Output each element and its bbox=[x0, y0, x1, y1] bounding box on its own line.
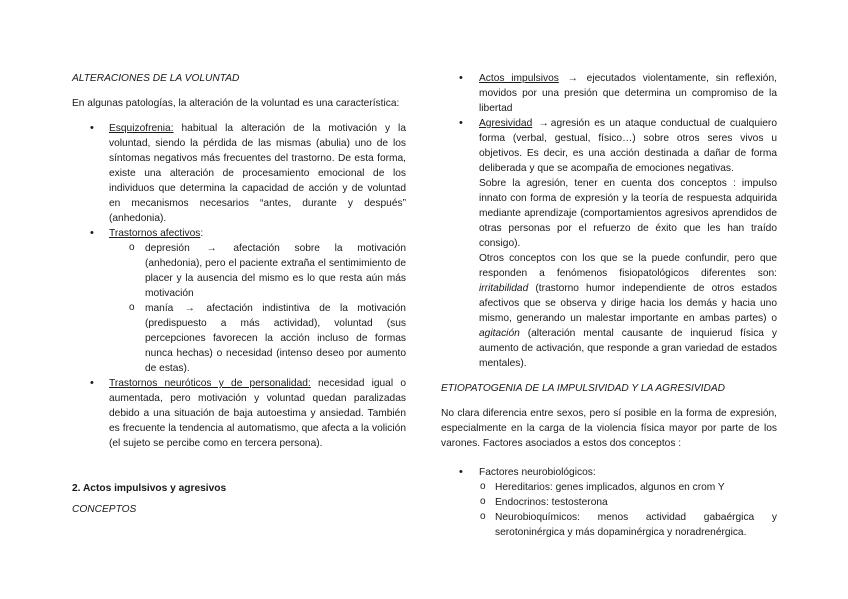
left-column bbox=[72, 71, 406, 517]
arrow-icon: → bbox=[184, 303, 195, 314]
item-text: afectación sobre la motivación (anhedonia), pero el paciente extraña el sentimimiento de placer y la ausencia del mismo es lo que resta aún más motivación bbox=[145, 243, 406, 299]
section-heading: ETIOPATOGENIA DE LA IMPULSIVIDAD Y LA AGRESIVIDAD bbox=[441, 383, 726, 394]
item-text: afectación indistintiva de la motivación (predispuesto a más actividad), voluntad (sus percepciones favorecen la acción incluso de formas nunca hechas) o necesidad (intenso deseo por aumento de estas). bbox=[145, 303, 406, 374]
intro-paragraph: En algunas patologías, la alteración de la voluntad es una característica: bbox=[72, 98, 400, 109]
term: Agresividad bbox=[479, 118, 533, 129]
sub-list-item bbox=[109, 241, 406, 301]
pathology-list bbox=[72, 121, 406, 451]
term: manía bbox=[145, 303, 174, 314]
list-item bbox=[72, 121, 406, 226]
right-column bbox=[443, 71, 777, 540]
item-text: (trastorno humor independiente de otros estados afectivos que se observa y dirige hacia los demás y hacia uno mismo, generando un malestar importante en ambas partes) o bbox=[479, 283, 777, 324]
item-text: Otros conceptos con los que se la puede confundir, pero que responden a fenómenos fisiopatológicos diferentes son: bbox=[479, 253, 777, 279]
term: depresión bbox=[145, 243, 190, 254]
term: Actos impulsivos bbox=[479, 73, 559, 84]
paragraph: No clara diferencia entre sexos, pero sí posible en la forma de expresión, especialmente en la carga de la violencia física mayor por parte de los varones. Factores asociados a estos dos conceptos : bbox=[441, 408, 777, 449]
item-paragraph bbox=[479, 251, 777, 371]
arrow-icon: → bbox=[538, 118, 549, 129]
sub-list-item bbox=[109, 301, 406, 376]
list-item bbox=[72, 376, 406, 451]
factors-list bbox=[443, 465, 777, 540]
arrow-icon: → bbox=[206, 243, 217, 254]
term: Trastornos neuróticos y de personalidad: bbox=[109, 378, 311, 389]
term: agitación bbox=[479, 328, 520, 339]
sub-list-item: o Endocrinos: testosterona bbox=[443, 495, 777, 510]
term: irritabilidad bbox=[479, 283, 529, 294]
item-text: necesidad igual o aumentada, pero motivación y voluntad quedan paralizadas debido a una situación de baja autoestima y ansiedad. También es frecuente la tendencia al automatismo, que afecta a la volición (el sujeto se percibe como en tercera persona). bbox=[109, 378, 406, 449]
term: Trastornos afectivos bbox=[109, 228, 201, 239]
sub-list bbox=[443, 480, 777, 540]
concepts-list bbox=[443, 71, 777, 371]
sub-list-item: o Neurobioquímicos: menos actividad gabaérgica y serotoninérgica y más dopaminérgica y noradrenérgica. bbox=[443, 510, 777, 540]
item-text: agresión es un ataque conductual de cualquiero forma (verbal, gestual, físico…) sobre otros seres vivos u objetivos. Es decir, es una acción destinada a dañar de forma deliberada y que se acompaña de emociones negativas. bbox=[479, 118, 777, 174]
section-title: 2. Actos impulsivos y agresivos bbox=[72, 483, 227, 494]
section-heading: ALTERACIONES DE LA VOLUNTAD bbox=[72, 73, 240, 84]
list-item bbox=[72, 226, 406, 376]
sub-list bbox=[109, 241, 406, 376]
list-item bbox=[443, 71, 777, 116]
item-text: Factores neurobiológicos: bbox=[479, 467, 596, 478]
item-paragraph: Sobre la agresión, tener en cuenta dos conceptos : impulso innato con forma de expresión y la teoría de respuesta adquirida mediante aprendizaje (comportamientos agresivos aprendidos de otras personas por el refuerzo de éxito que les han traído consigo). bbox=[479, 178, 777, 249]
item-text: ejecutados violentamente, sin reflexión, movidos por una presión que determina un compromiso de la libertad bbox=[479, 73, 777, 114]
item-text: habitual la alteración de la motivación y la voluntad, siendo la pérdida de las mismas (abulia) uno de los síntomas negativos más frecuentes del trastorno. De esta forma, existe una alteración de procesamiento emocional de los individuos que determina la capacidad de acción y de voluntad en mecanismos necesarios “antes, durante y después” (anhedonia). bbox=[109, 123, 406, 224]
subheading: CONCEPTOS bbox=[72, 504, 137, 515]
list-item bbox=[443, 116, 777, 371]
item-text: (alteración mental causante de inquierud física y aumento de activación, que responde a gran variedad de estados mentales). bbox=[479, 328, 777, 369]
item-text: : bbox=[200, 228, 204, 239]
sub-list-item: o Hereditarios: genes implicados, algunos en crom Y bbox=[443, 480, 777, 495]
term: Esquizofrenia: bbox=[109, 123, 174, 134]
arrow-icon: → bbox=[567, 73, 578, 84]
item-paragraph bbox=[479, 116, 777, 176]
list-item bbox=[443, 465, 777, 540]
